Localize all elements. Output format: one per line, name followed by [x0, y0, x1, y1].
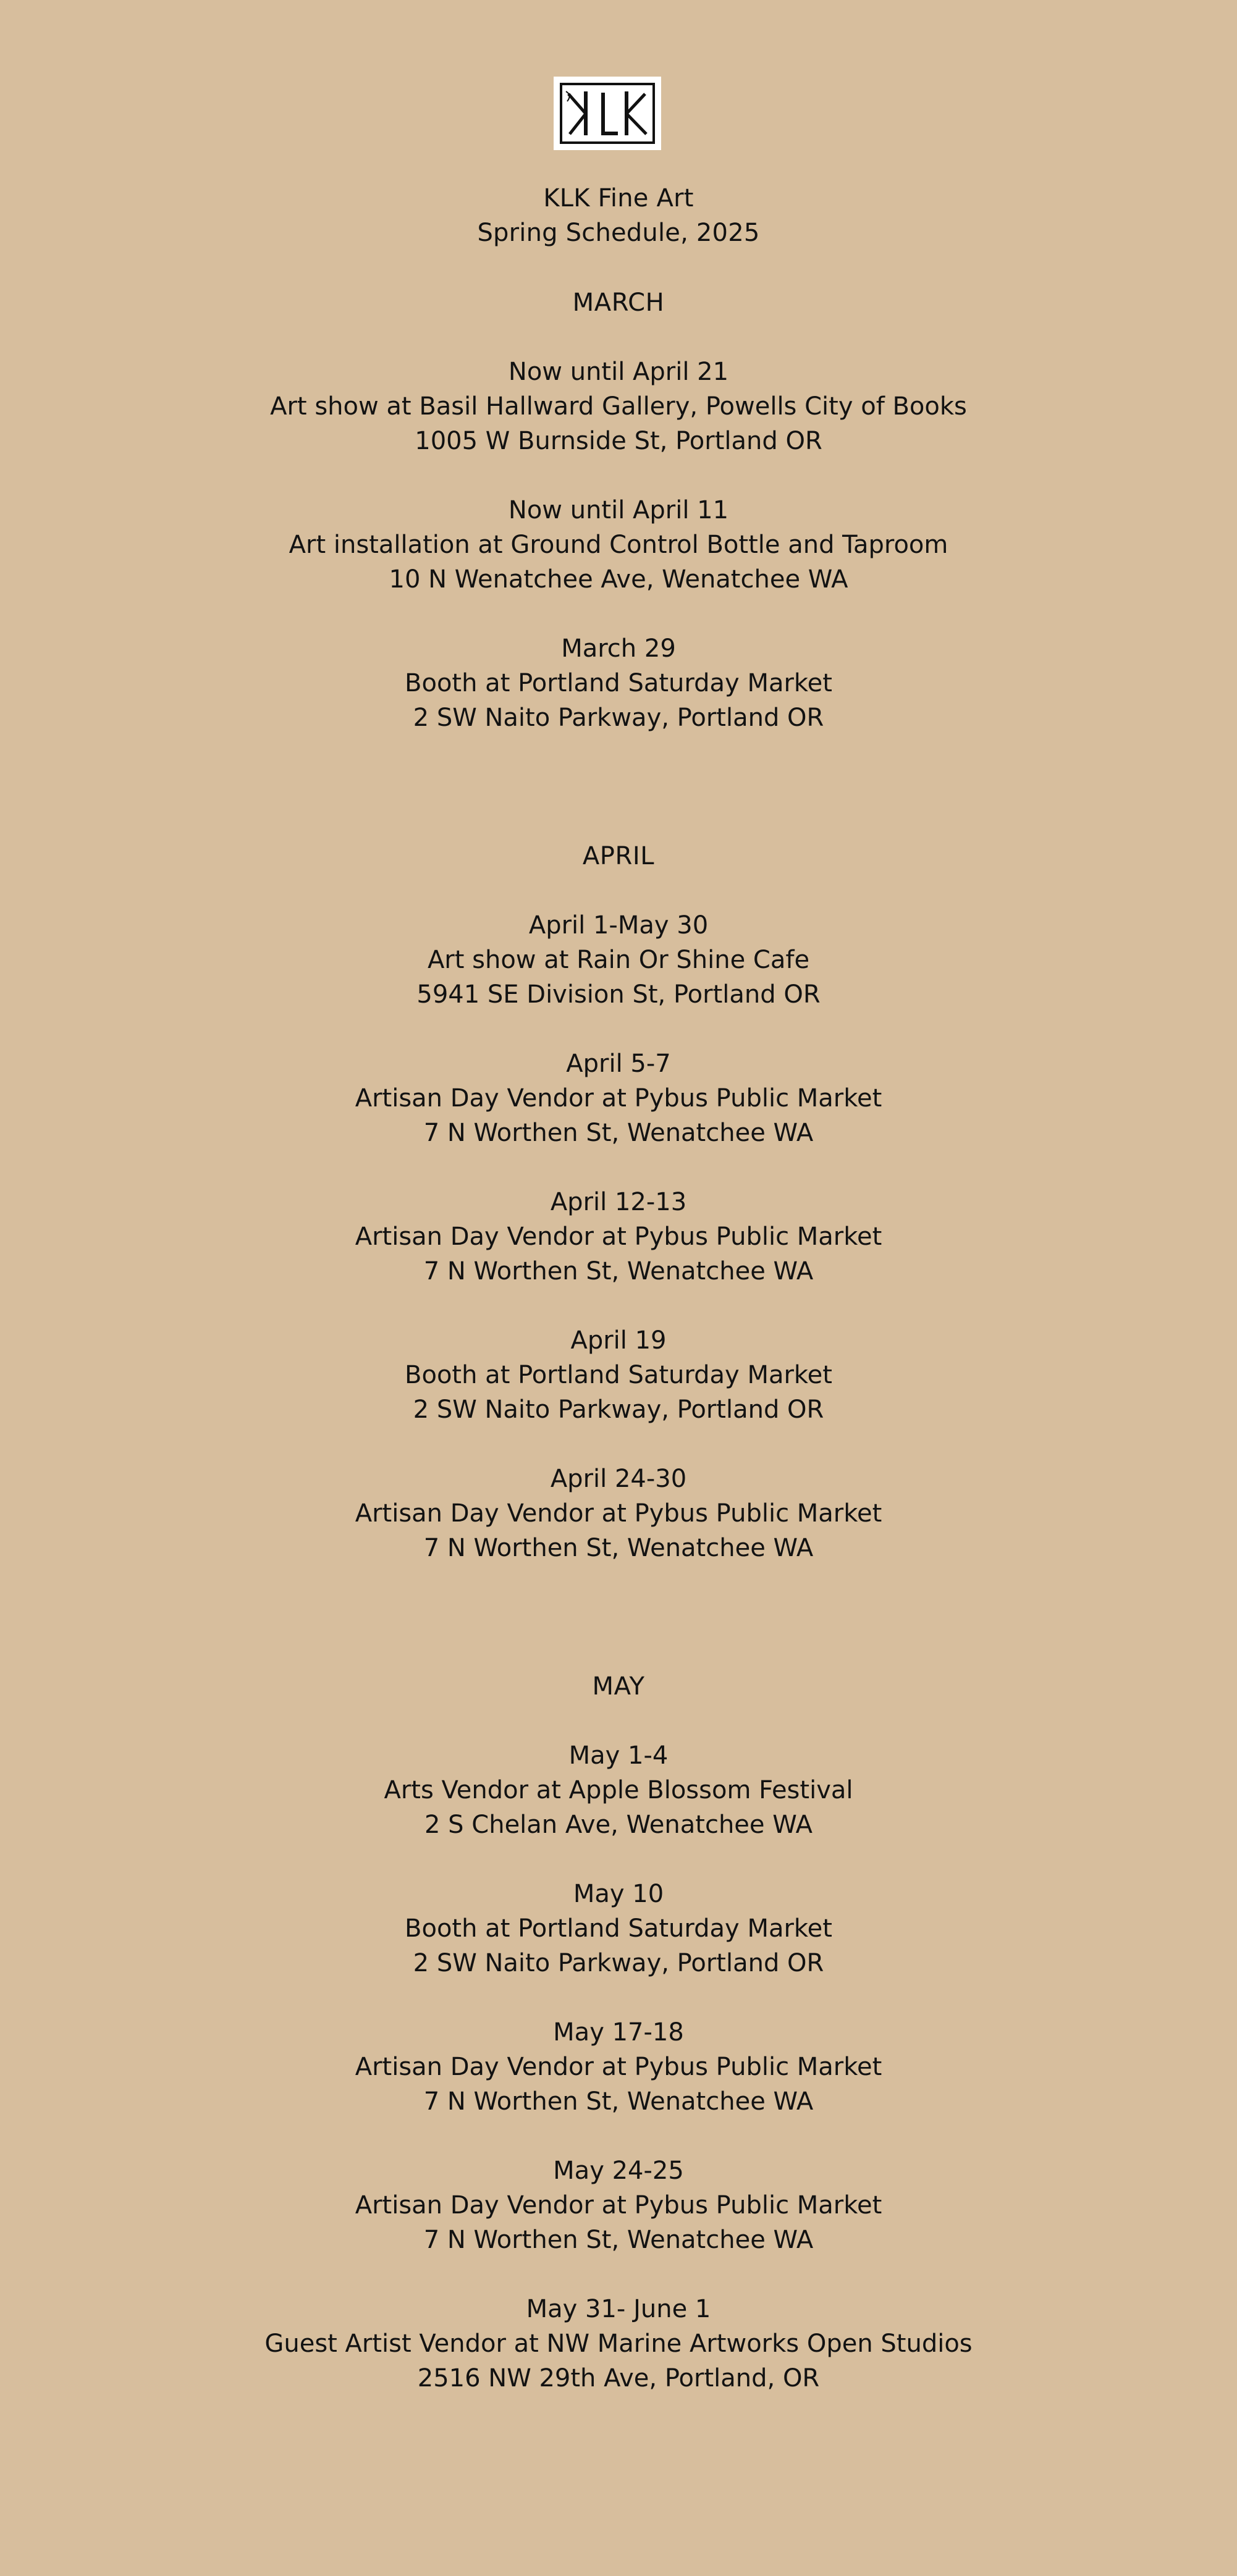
- page-title: KLK Fine Art: [543, 184, 694, 213]
- klk-monogram-icon: [554, 77, 661, 150]
- klk-logo: [554, 77, 661, 150]
- event-date: April 19: [570, 1326, 667, 1355]
- event-address: 7 N Worthen St, Wenatchee WA: [423, 1119, 814, 1147]
- event-date: April 5-7: [566, 1050, 671, 1078]
- event-date: Now until April 11: [508, 496, 729, 524]
- event-address: 7 N Worthen St, Wenatchee WA: [423, 2226, 814, 2254]
- event-title: Artisan Day Vendor at Pybus Public Market: [355, 1499, 882, 1528]
- event-title: Art show at Basil Hallward Gallery, Powells City of Books: [270, 392, 967, 421]
- event-date: May 10: [573, 1880, 664, 1908]
- event-date: May 31- June 1: [526, 2295, 711, 2323]
- event-date: April 12-13: [550, 1188, 687, 1216]
- event-address: 2 SW Naito Parkway, Portland OR: [413, 1395, 824, 1424]
- event-address: 2 SW Naito Parkway, Portland OR: [413, 704, 824, 732]
- event-title: Artisan Day Vendor at Pybus Public Market: [355, 2053, 882, 2081]
- event-address: 7 N Worthen St, Wenatchee WA: [423, 1534, 814, 1562]
- month-heading-april: APRIL: [582, 842, 655, 870]
- event-address: 7 N Worthen St, Wenatchee WA: [423, 2087, 814, 2116]
- event-address: 7 N Worthen St, Wenatchee WA: [423, 1257, 814, 1286]
- event-item: [0, 1046, 1237, 1150]
- event-title: Booth at Portland Saturday Market: [405, 1914, 832, 1943]
- page-subtitle: Spring Schedule, 2025: [477, 219, 760, 247]
- event-item: [0, 1462, 1237, 1565]
- event-date: Now until April 21: [508, 358, 729, 386]
- event-title: Art installation at Ground Control Bottle and Taproom: [289, 531, 948, 559]
- event-title: Booth at Portland Saturday Market: [405, 1361, 832, 1389]
- event-date: May 24-25: [553, 2157, 684, 2185]
- event-date: April 24-30: [550, 1465, 687, 1493]
- event-address: 5941 SE Division St, Portland OR: [416, 980, 821, 1009]
- event-address: 1005 W Burnside St, Portland OR: [415, 427, 822, 455]
- event-date: April 1-May 30: [528, 911, 709, 940]
- event-item: [0, 2292, 1237, 2396]
- event-title: Artisan Day Vendor at Pybus Public Market: [355, 2191, 882, 2220]
- event-item: [0, 1185, 1237, 1289]
- event-date: May 1-4: [568, 1741, 669, 1770]
- event-address: 2 SW Naito Parkway, Portland OR: [413, 1949, 824, 1977]
- event-title: Artisan Day Vendor at Pybus Public Market: [355, 1223, 882, 1251]
- event-title: Booth at Portland Saturday Market: [405, 669, 832, 697]
- month-heading-may: MAY: [592, 1672, 645, 1701]
- event-address: 10 N Wenatchee Ave, Wenatchee WA: [389, 565, 848, 594]
- event-item: [0, 2015, 1237, 2119]
- event-item: [0, 1323, 1237, 1427]
- event-date: May 17-18: [553, 2018, 684, 2047]
- event-item: [0, 493, 1237, 597]
- event-item: [0, 1738, 1237, 1842]
- event-title: Guest Artist Vendor at NW Marine Artworks Open Studios: [264, 2330, 973, 2358]
- event-item: [0, 631, 1237, 735]
- event-address: 2516 NW 29th Ave, Portland, OR: [417, 2364, 820, 2393]
- event-item: [0, 1877, 1237, 1980]
- event-title: Arts Vendor at Apple Blossom Festival: [384, 1776, 853, 1804]
- month-heading-march: MARCH: [572, 288, 665, 317]
- event-title: Art show at Rain Or Shine Cafe: [427, 946, 810, 974]
- event-item: [0, 355, 1237, 458]
- event-item: [0, 908, 1237, 1012]
- event-date: March 29: [561, 634, 676, 663]
- page-header: [0, 181, 1237, 250]
- event-address: 2 S Chelan Ave, Wenatchee WA: [424, 1811, 813, 1839]
- event-title: Artisan Day Vendor at Pybus Public Market: [355, 1084, 882, 1113]
- event-item: [0, 2153, 1237, 2257]
